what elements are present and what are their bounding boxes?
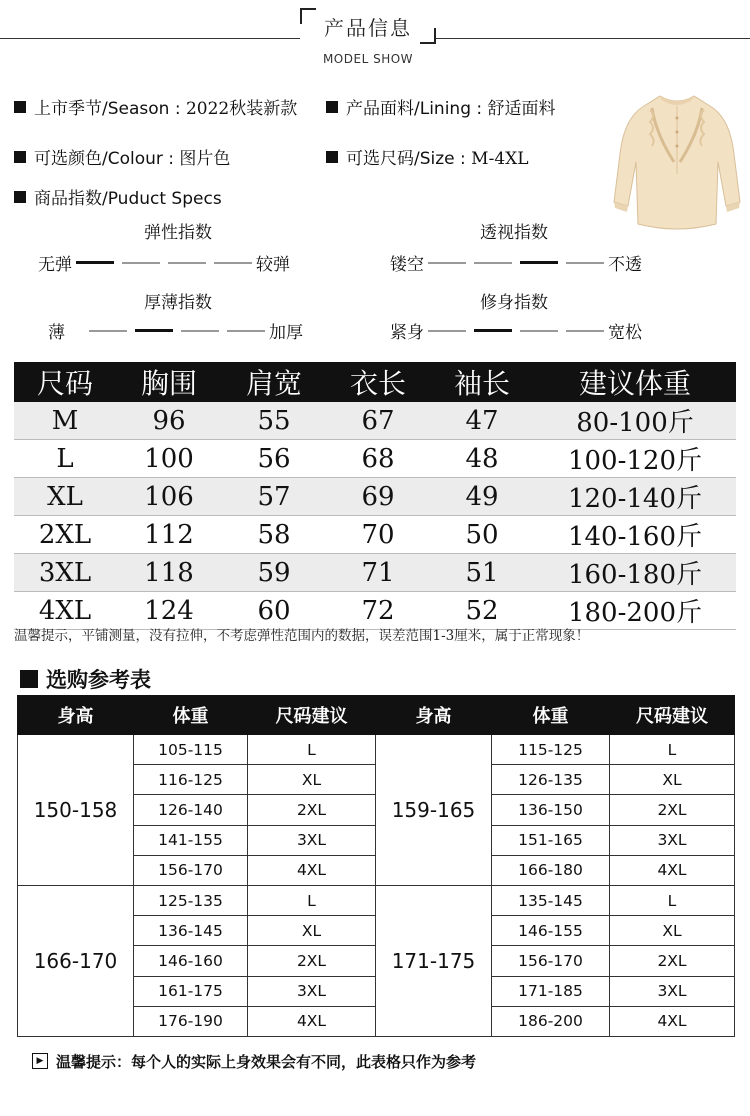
ref-header-cell: 身高 xyxy=(376,696,492,735)
size-label: 可选尺码/Size : xyxy=(346,149,472,169)
spec-right-label: 不透 xyxy=(608,255,642,275)
size-cell: 71 xyxy=(326,554,430,592)
spec-title-thickness: 厚薄指数 xyxy=(144,293,212,313)
size-cell: 180-200斤 xyxy=(534,592,736,630)
scale-segment xyxy=(168,262,206,264)
reference-title: 选购参考表 xyxy=(46,668,151,692)
spec-left-label: 紧身 xyxy=(390,323,424,343)
spec-right-label: 较弹 xyxy=(256,255,290,275)
ref-weight-cell: 105-115 xyxy=(134,735,248,765)
ref-weight-cell: 141-155 xyxy=(134,825,248,855)
size-header-cell: 尺码 xyxy=(14,362,116,402)
bullet-square xyxy=(14,151,26,163)
ref-header-cell: 体重 xyxy=(134,696,248,735)
ref-weight-cell: 186-200 xyxy=(492,1006,610,1036)
size-cell: 160-180斤 xyxy=(534,554,736,592)
ref-weight-cell: 156-170 xyxy=(492,946,610,976)
ref-weight-cell: 151-165 xyxy=(492,825,610,855)
lining-value: 舒适面料 xyxy=(487,99,556,119)
ref-weight-cell: 156-170 xyxy=(134,855,248,885)
spec-scale-elasticity xyxy=(38,250,290,275)
spec-right-label: 加厚 xyxy=(269,323,303,343)
size-cell: 118 xyxy=(116,554,222,592)
specs-label: 商品指数/Puduct Specs xyxy=(34,189,222,209)
scale-segment xyxy=(76,261,114,264)
spec-left-label: 镂空 xyxy=(390,255,424,275)
page-title: 产品信息 xyxy=(324,16,412,40)
size-table xyxy=(14,362,736,630)
size-header-cell: 建议体重 xyxy=(534,362,736,402)
colour-label: 可选颜色/Colour : xyxy=(34,149,180,169)
size-cell: 140-160斤 xyxy=(534,516,736,554)
spec-title-fit: 修身指数 xyxy=(480,293,548,313)
spec-left-label: 无弹 xyxy=(38,255,72,275)
ref-size-cell: 2XL xyxy=(248,795,376,825)
size-cell: 57 xyxy=(222,478,326,516)
size-cell: 58 xyxy=(222,516,326,554)
colour-info xyxy=(14,144,230,169)
size-table-row xyxy=(14,402,736,440)
spec-scale-transparency xyxy=(390,250,642,275)
ref-header-cell: 身高 xyxy=(18,696,134,735)
ref-size-cell: L xyxy=(610,885,735,915)
header-line-left xyxy=(0,38,300,39)
size-table-header xyxy=(14,362,736,402)
bullet-square xyxy=(326,151,338,163)
ref-size-cell: 3XL xyxy=(248,825,376,855)
reference-table xyxy=(17,695,735,1037)
measurement-note: 温馨提示，平铺测量，没有拉伸，不考虑弹性范围内的数据，误差范围1-3厘米，属于正常现象！ xyxy=(14,628,590,644)
ref-weight-cell: 126-140 xyxy=(134,795,248,825)
size-cell: 96 xyxy=(116,402,222,440)
ref-height-cell: 159-165 xyxy=(376,735,492,886)
header-line-right xyxy=(436,38,750,39)
size-cell: 4XL xyxy=(14,592,116,630)
scale-segment xyxy=(520,261,558,264)
size-cell: 69 xyxy=(326,478,430,516)
play-icon: ▶ xyxy=(32,1053,48,1069)
bullet-square xyxy=(326,101,338,113)
ref-height-cell: 166-170 xyxy=(18,885,134,1036)
reference-row xyxy=(18,885,735,915)
header-box xyxy=(300,8,436,44)
blouse-image xyxy=(612,84,742,234)
size-table-row xyxy=(14,440,736,478)
season-info xyxy=(14,94,297,119)
spec-title-transparency: 透视指数 xyxy=(480,223,548,243)
size-cell: 60 xyxy=(222,592,326,630)
size-cell: 56 xyxy=(222,440,326,478)
ref-weight-cell: 125-135 xyxy=(134,885,248,915)
size-cell: L xyxy=(14,440,116,478)
size-cell: 68 xyxy=(326,440,430,478)
size-cell: 124 xyxy=(116,592,222,630)
scale-segment xyxy=(428,330,466,332)
size-header-cell: 衣长 xyxy=(326,362,430,402)
bullet-square xyxy=(14,191,26,203)
size-cell: 100-120斤 xyxy=(534,440,736,478)
lining-info xyxy=(326,94,556,119)
ref-weight-cell: 115-125 xyxy=(492,735,610,765)
ref-weight-cell: 166-180 xyxy=(492,855,610,885)
ref-size-cell: XL xyxy=(610,765,735,795)
size-table-row xyxy=(14,478,736,516)
spec-scale-fit xyxy=(390,318,642,343)
heading-block-icon xyxy=(20,670,38,688)
spec-title-elasticity: 弹性指数 xyxy=(144,223,212,243)
scale-segment xyxy=(227,330,265,332)
reference-note-text: 温馨提示：每个人的实际上身效果会有不同，此表格只作为参考 xyxy=(56,1053,477,1071)
size-cell: 59 xyxy=(222,554,326,592)
season-label: 上市季节/Season : xyxy=(34,99,186,119)
scale-segment xyxy=(566,330,604,332)
size-cell: 120-140斤 xyxy=(534,478,736,516)
ref-size-cell: 3XL xyxy=(610,825,735,855)
ref-weight-cell: 176-190 xyxy=(134,1006,248,1036)
size-cell: 51 xyxy=(430,554,534,592)
ref-size-cell: 3XL xyxy=(248,976,376,1006)
size-header-cell: 胸围 xyxy=(116,362,222,402)
ref-weight-cell: 135-145 xyxy=(492,885,610,915)
ref-size-cell: 3XL xyxy=(610,976,735,1006)
size-cell: 112 xyxy=(116,516,222,554)
ref-size-cell: L xyxy=(610,735,735,765)
ref-height-cell: 171-175 xyxy=(376,885,492,1036)
reference-heading xyxy=(20,664,151,694)
lining-label: 产品面料/Lining : xyxy=(346,99,488,119)
ref-size-cell: 4XL xyxy=(610,855,735,885)
ref-size-cell: XL xyxy=(610,916,735,946)
ref-header-cell: 体重 xyxy=(492,696,610,735)
ref-header-cell: 尺码建议 xyxy=(248,696,376,735)
ref-size-cell: 4XL xyxy=(248,1006,376,1036)
scale-segment xyxy=(474,329,512,332)
size-cell: 106 xyxy=(116,478,222,516)
season-value: 2022秋装新款 xyxy=(185,99,298,119)
ref-header-cell: 尺码建议 xyxy=(610,696,735,735)
size-header-cell: 袖长 xyxy=(430,362,534,402)
bullet-square xyxy=(14,101,26,113)
size-cell: 100 xyxy=(116,440,222,478)
reference-note xyxy=(32,1051,476,1072)
size-cell: 72 xyxy=(326,592,430,630)
ref-weight-cell: 126-135 xyxy=(492,765,610,795)
ref-weight-cell: 146-160 xyxy=(134,946,248,976)
ref-size-cell: XL xyxy=(248,765,376,795)
scale-segment xyxy=(135,329,173,332)
ref-weight-cell: 136-150 xyxy=(492,795,610,825)
size-cell: 50 xyxy=(430,516,534,554)
scale-segment xyxy=(428,262,466,264)
scale-segment xyxy=(122,262,160,264)
ref-weight-cell: 161-175 xyxy=(134,976,248,1006)
size-cell: 47 xyxy=(430,402,534,440)
size-cell: 70 xyxy=(326,516,430,554)
ref-weight-cell: 116-125 xyxy=(134,765,248,795)
colour-value: 图片色 xyxy=(179,149,231,169)
ref-size-cell: 4XL xyxy=(248,855,376,885)
ref-height-cell: 150-158 xyxy=(18,735,134,886)
size-cell: 3XL xyxy=(14,554,116,592)
size-cell: 49 xyxy=(430,478,534,516)
scale-segment xyxy=(566,262,604,264)
size-cell: 48 xyxy=(430,440,534,478)
scale-segment xyxy=(474,262,512,264)
scale-segment xyxy=(520,330,558,332)
size-info xyxy=(326,144,529,169)
specs-heading xyxy=(14,184,222,209)
ref-weight-cell: 171-185 xyxy=(492,976,610,1006)
reference-header-row xyxy=(18,696,735,735)
scale-segment xyxy=(89,330,127,332)
spec-right-label: 宽松 xyxy=(608,323,642,343)
size-cell: 52 xyxy=(430,592,534,630)
ref-size-cell: 2XL xyxy=(248,946,376,976)
ref-size-cell: L xyxy=(248,735,376,765)
size-value: M-4XL xyxy=(471,149,529,169)
size-table-row xyxy=(14,516,736,554)
ref-size-cell: 2XL xyxy=(610,795,735,825)
ref-size-cell: 4XL xyxy=(610,1006,735,1036)
spec-left-label: 薄 xyxy=(48,323,65,343)
size-cell: M xyxy=(14,402,116,440)
ref-size-cell: XL xyxy=(248,916,376,946)
size-cell: 2XL xyxy=(14,516,116,554)
ref-size-cell: 2XL xyxy=(610,946,735,976)
size-cell: 55 xyxy=(222,402,326,440)
ref-size-cell: L xyxy=(248,885,376,915)
ref-weight-cell: 146-155 xyxy=(492,916,610,946)
size-cell: XL xyxy=(14,478,116,516)
spec-scale-thickness xyxy=(48,318,303,343)
page-subtitle: MODEL SHOW xyxy=(322,52,414,66)
size-header-cell: 肩宽 xyxy=(222,362,326,402)
size-cell: 67 xyxy=(326,402,430,440)
reference-row xyxy=(18,735,735,765)
scale-segment xyxy=(214,262,252,264)
size-table-row xyxy=(14,554,736,592)
ref-weight-cell: 136-145 xyxy=(134,916,248,946)
size-cell: 80-100斤 xyxy=(534,402,736,440)
scale-segment xyxy=(181,330,219,332)
